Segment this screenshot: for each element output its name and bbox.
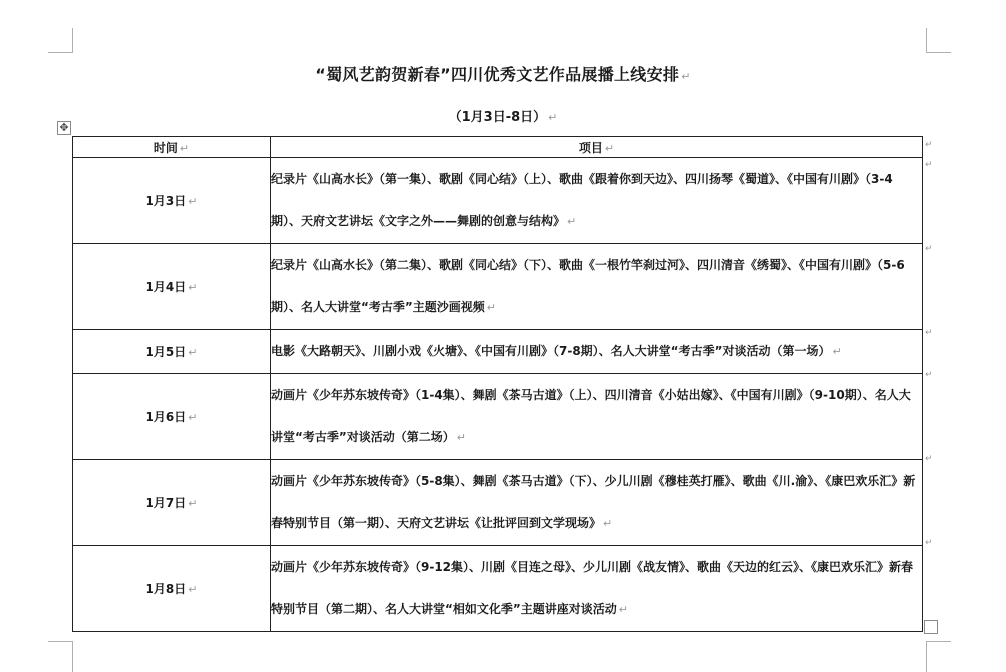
- items-cell[interactable]: 纪录片《山高水长》（第二集）、歌剧《同心结》（下）、歌曲《一根竹竿刹过河》、四川清音《绣蜀》、《中国有川剧》（5-6期）、名人大讲堂“考古季”主题沙画视频 ↵: [271, 244, 923, 330]
- cell-mark-icon: ↵: [179, 141, 190, 155]
- cell-mark-icon: ↵: [188, 346, 198, 359]
- table-row: [73, 330, 923, 374]
- cell-mark-icon: ↵: [188, 497, 198, 510]
- row-end-mark-icon: ↵: [925, 370, 933, 380]
- cell-mark-icon: ↵: [603, 517, 613, 530]
- crop-mark-top-left: [48, 28, 73, 53]
- document-subtitle-text: （1月3日-8日）: [448, 110, 547, 125]
- items-cell[interactable]: 动画片《少年苏东坡传奇》（1-4集）、舞剧《茶马古道》（上）、四川清音《小姑出嫁》、《中国有川剧》（9-10期）、名人大讲堂“考古季”对谈活动（第二场） ↵: [271, 374, 923, 460]
- document-title-text: “蜀风艺韵贺新春”四川优秀文艺作品展播上线安排: [315, 65, 680, 84]
- row-end-mark-icon: ↵: [925, 244, 933, 254]
- row-end-mark-icon: ↵: [925, 538, 933, 548]
- table-resize-handle-icon[interactable]: [924, 620, 938, 634]
- crop-mark-bottom-right: [926, 641, 951, 672]
- document-title: [0, 62, 1006, 85]
- row-end-mark-icon: ↵: [925, 454, 933, 464]
- cell-mark-icon: ↵: [604, 141, 615, 155]
- cell-mark-icon: ↵: [567, 215, 577, 228]
- date-cell[interactable]: 1月4日 ↵: [73, 244, 271, 330]
- items-cell[interactable]: 动画片《少年苏东坡传奇》（5-8集）、舞剧《茶马古道》（下）、少儿川剧《穆桂英打雁》、歌曲《川.渝》、《康巴欢乐汇》新春特别节目（第一期）、天府文艺讲坛《让批评回到文学现场》 ↵: [271, 460, 923, 546]
- cell-mark-icon: ↵: [456, 431, 466, 444]
- table-row: [73, 374, 923, 460]
- date-cell[interactable]: 1月6日 ↵: [73, 374, 271, 460]
- table-row: [73, 244, 923, 330]
- items-cell[interactable]: 纪录片《山高水长》（第一集）、歌剧《同心结》（上）、歌曲《跟着你到天边》、四川扬琴《蜀道》、《中国有川剧》（3-4期）、天府文艺讲坛《文字之外——舞剧的创意与结构》 ↵: [271, 158, 923, 244]
- table-row: [73, 460, 923, 546]
- row-end-mark-icon: ↵: [925, 140, 933, 150]
- paragraph-mark-icon: ↵: [548, 111, 558, 124]
- row-end-mark-icon: ↵: [925, 328, 933, 338]
- header-items: 项目 ↵: [271, 137, 923, 158]
- cell-mark-icon: ↵: [832, 345, 842, 358]
- items-cell[interactable]: 电影《大路朝天》、川剧小戏《火塘》、《中国有川剧》（7-8期）、名人大讲堂“考古季”对谈活动（第一场） ↵: [271, 330, 923, 374]
- table-row: [73, 158, 923, 244]
- cell-mark-icon: ↵: [188, 195, 198, 208]
- items-cell[interactable]: 动画片《少年苏东坡传奇》（9-12集）、川剧《目连之母》、少儿川剧《战友情》、歌曲《天边的红云》、《康巴欢乐汇》新春特别节目（第二期）、名人大讲堂“相如文化季”主题讲座对谈活动 ↵: [271, 546, 923, 632]
- schedule-table: [72, 136, 923, 632]
- document-subtitle: [0, 106, 1006, 125]
- table-row: [73, 546, 923, 632]
- cell-mark-icon: ↵: [618, 603, 628, 616]
- header-time: 时间 ↵: [73, 137, 271, 158]
- paragraph-mark-icon: ↵: [681, 70, 691, 83]
- date-cell[interactable]: 1月5日 ↵: [73, 330, 271, 374]
- date-cell[interactable]: 1月7日 ↵: [73, 460, 271, 546]
- crop-mark-top-right: [926, 28, 951, 53]
- cell-mark-icon: ↵: [188, 411, 198, 424]
- crop-mark-bottom-left: [48, 641, 73, 672]
- cell-mark-icon: ↵: [188, 281, 198, 294]
- date-cell[interactable]: 1月8日 ↵: [73, 546, 271, 632]
- cell-mark-icon: ↵: [188, 583, 198, 596]
- table-move-handle-icon[interactable]: ✥: [57, 121, 71, 135]
- date-cell[interactable]: 1月3日 ↵: [73, 158, 271, 244]
- cell-mark-icon: ↵: [486, 301, 496, 314]
- row-end-mark-icon: ↵: [925, 160, 933, 170]
- table-header-row: [73, 137, 923, 158]
